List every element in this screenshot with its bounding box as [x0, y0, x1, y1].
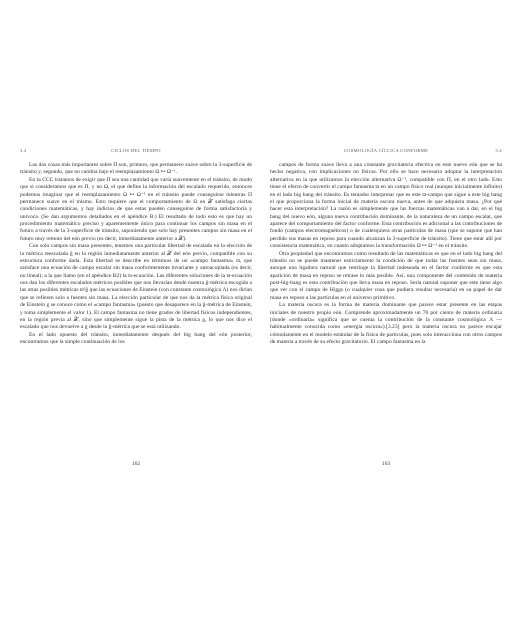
right-section-number: 3.2	[495, 148, 502, 153]
left-page-number: 162	[131, 461, 141, 467]
left-paragraph-3: Con solo campos sin masa presentes, tenemos una particular libertad de escalado en la elección de la métrica reescalada ĝ en la región inmediatamente anterior al 𝒳 del eón previo, compatible con su estructura conforme dada. Esta libertad se describe en términos de un «campo fantasma» ϖ, que satisface una ecuación de campo escalar sin masa conformemente invariante y autoacoplada (es decir, no lineal); a la que llamo (en el apéndice B2) la ϖ-ecuación. Las diferentes soluciones de la ϖ-ecuación nos dan los diferentes escalados métricos posibles que nos llevarían desde nuestra ĝ-métrica escogida a las otras posibles métricas ϖ²ĝ que las ecuaciones de Einstein (con constante cosmológica Λ) nos dirían que se refieren solo a fuentes sin masa. La elección particular de que nos da la métrica física original de Einstein g se conoce como el «campo fantasma» (puesto que desaparece en la ĝ-métrica de Einstein, y toma simplemente el valor 1). El campo fantasma no tiene grados de libertad físicos independientes, en la región previa al 𝒳, sino que simplemente sigue la pista de la métrica g, lo que nos dice el escalado que nos devuelve a g desde la ĝ-métrica que se está utilizando.	[20, 243, 252, 331]
left-section-number: 3.2	[20, 148, 27, 153]
right-paragraph-2: Otra propiedad que encontramos como resultado de las matemáticas es que en el lado big bang del tránsito no se puede mantener estrictamente la condición de que todas las fuentes sean sin masa, aunque una ligadura natural que restringe la libertad indeseada en el factor conforme es que esta aparición de masa en reposo se retrase lo más posible. Así, una componente del contenido de materia post-big-bang es esta contribución que lleva masa en reposo. Sería natural suponer que este tiene algo que ver con el campo de Higgs (o cualquier cosa que pudiera resultar necesaria) en su papel de dar masa en reposo a las partículas en el universo primitivo.	[270, 250, 502, 301]
left-paragraph-4: En el lado opuesto del tránsito, inmediatamente después del big bang del eón posterior, encontramos que la simple continuación de los	[20, 331, 252, 345]
left-page-body	[20, 162, 252, 458]
right-page-number: 163	[381, 461, 391, 467]
left-paragraph-1: Las dos cosas más importantes sobre Π son, primero, que permanece suave sobre la 3-superficie de tránsito y, segundo, que no cambia bajo el reemplazamiento Ω ↦ Ω⁻¹.	[20, 162, 252, 176]
right-paragraph-3: La materia oscura es la forma de materia dominante que parece estar presente en las etapas iniciales de nuestro propio eón. Comprende aproximadamente un 70 por ciento de materia ordinaria (donde «ordinaria» significa que se cuenta la contribución de la constante cosmológica Λ —habitualmente conocida como «energía oscura»).[3.23] pero la materia oscura no parece encajar cómodamente en el modelo estándar de la física de partículas, pues solo interacciona con otros campos de materia a través de su efecto gravitatorio. El campo fantasma en la	[270, 302, 502, 345]
left-page-header	[20, 148, 252, 156]
right-paragraph-1: campos de forma suave lleva a una constante gravitatoria efectiva en este nuevo eón que se ha hecho negativa, con implicaciones no físicas. Por ello se hace necesario adoptar la interpretación alternativa en la que utilizamos la elección alternativa Ω⁻¹, compatible con Π, en el otro lado. Esto tiene el efecto de convertir el campo fantasma ϖ en un campo físico real (aunque inicialmente infinito) en el lado big bang del tránsito. Es tentador interpretar que es este ϖ-campo que sigue a este big bang el que proporciona la forma inicial de materia oscura nueva, antes de que adquiera masa. ¿Por qué hacer esta interpretación? La razón es simplemente que las fuerzas matemáticas van a dar, en el big bang del nuevo eón, alguna nueva contribución dominante, de la naturaleza de un campo escalar, que aparece del comportamiento del factor conforme. Esta contribución es adicional a las contribuciones de fondo (campos electromagnéticos) o de cualesquiera otras partículas de masa (que se supone que han perdido sus masas en reposo para cuando alcanzan la 3-superficie de tránsito). Tiene que estar allí por consistencia matemática, en cuanto adoptamos la transformación Ω ↦ Ω⁻¹ en el tránsito.	[270, 162, 502, 250]
right-page	[270, 0, 502, 640]
right-running-title: COSMOLOGÍA CÍCLICA CONFORME	[343, 148, 429, 153]
right-page-header	[270, 148, 502, 156]
left-page	[20, 0, 252, 640]
left-paragraph-2: En la CCC tratamos de exigir que Π sea una cantidad que varía suavemente en el tránsito, de modo que si consideramos que es Π, y no Ω, el que define la información del escalado requerido, entonces podemos imaginar que el reemplazamiento Ω ↦ Ω⁻¹ en el tránsito puede conseguirse mientras Π permanece suave en el mismo. Esto requiere que el comportamiento de Ω en 𝒳 satisfaga ciertas condiciones matemáticas, y hay indicios de que estas pueden conseguirse de forma satisfactoria y unívoca. (Se dan argumentos detallados en el apéndice B.) El resultado de todo esto es que hay un procedimiento matemático preciso y aparentemente único para continuar los campos sin masa en el futuro a través de la 3-superficie de tránsito, suponiendo que solo hay presentes campos sin masa en el futuro muy remoto del eón previo (es decir, inmediatamente anterior a 𝒳).	[20, 176, 252, 242]
right-page-body	[270, 162, 502, 458]
left-running-title: CICLOS DEL TIEMPO	[111, 148, 161, 153]
